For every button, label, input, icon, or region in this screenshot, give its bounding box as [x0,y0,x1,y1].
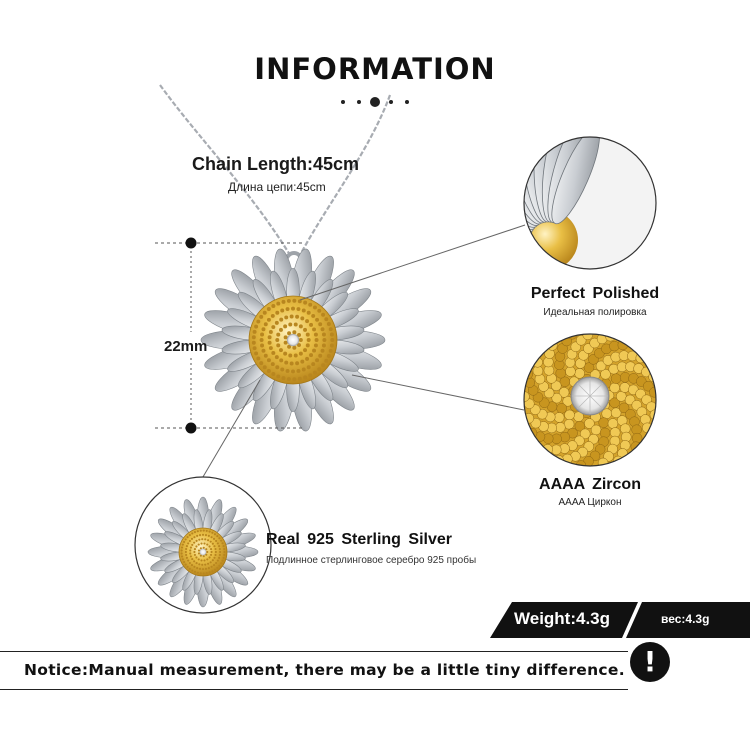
dimension-dot-bottom [186,423,197,434]
chain-length-label-ru: Длина цепи:45cm [228,180,326,194]
notice-text: Notice:Manual measurement, there may be a little tiny difference. [24,661,625,679]
feature-zircon-subtitle: AAAA Циркон [558,497,622,508]
feature-zircon-title: AAAA Zircon [539,476,641,493]
material-subtitle: Подлинное стерлинговое серебро 925 пробы [266,555,477,566]
detail-polished-image [425,117,660,275]
feature-polished-title: Perfect Polished [530,285,660,302]
dimension-dot-top [186,238,197,249]
chain-length-label: Chain Length:45cm [192,154,360,174]
detail-zircon-image [519,329,660,470]
notice-border-bottom [0,689,628,690]
weight-label: Weight:4.3g [514,609,611,628]
pendant-flower [201,248,385,433]
weight-label-ru: вес:4.3g [661,612,710,626]
exclamation-icon: ! [630,642,670,682]
material-title: Real 925 Sterling Silver [266,531,452,548]
feature-polished-subtitle: Идеальная полировка [543,307,647,318]
page-title: INFORMATION [254,52,496,86]
notice-border-top [0,651,628,652]
pendant-size-label: 22mm [164,338,208,355]
title-divider-dots [339,97,411,107]
detail-silver-image [133,475,273,615]
